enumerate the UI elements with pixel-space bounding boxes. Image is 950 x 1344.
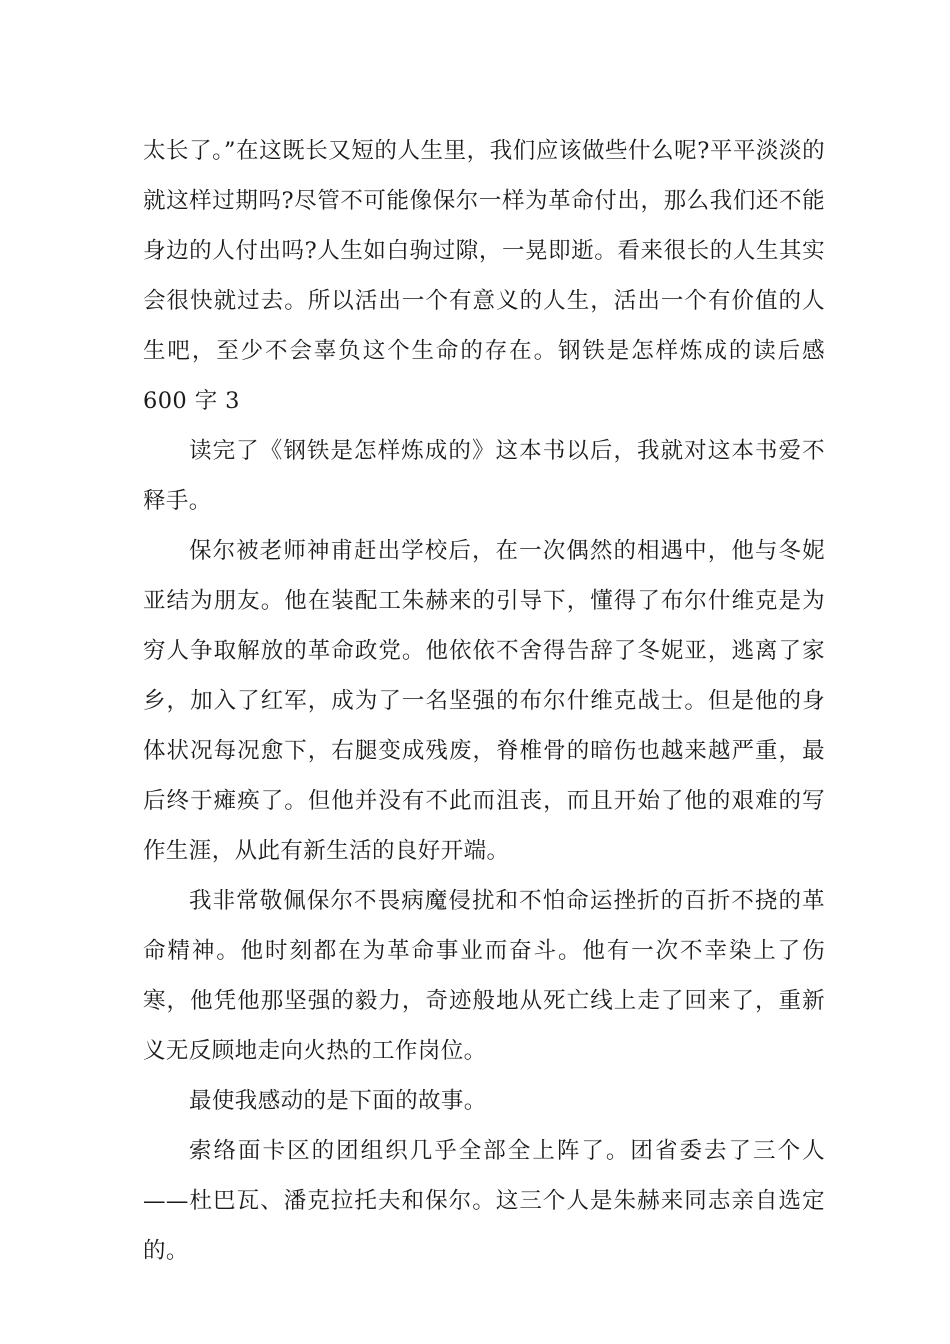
paragraph-solomenka: 索络面卡区的团组织几乎全部全上阵了。团省委去了三个人——杜巴瓦、潘克拉托夫和保尔。这三个人是朱赫来同志亲自选定的。 xyxy=(143,1138,825,1264)
paragraph-admiration: 我非常敬佩保尔不畏病魔侵扰和不怕命运挫折的百折不挠的革命精神。他时刻都在为革命事业而奋斗。他有一次不幸染上了伤寒，他凭他那坚强的毅力，奇迹般地从死亡线上走了回来了，重新义无反顾地走向火热的工作岗位。 xyxy=(143,888,825,1064)
paragraph-continued: 太长了。”在这既长又短的人生里，我们应该做些什么呢?平平淡淡的就这样过期吗?尽管不可能像保尔一样为革命付出，那么我们还不能身边的人付出吗?人生如白驹过隙，一晃即逝。看来很长的人生其实会很快就过去。所以活出一个有意义的人生，活出一个有价值的人生吧，至少不会辜负这个生命的存在。钢铁是怎样炼成的读后感 600 字 3 xyxy=(143,138,825,414)
paragraph-paul-story: 保尔被老师神甫赶出学校后，在一次偶然的相遇中，他与冬妮亚结为朋友。他在装配工朱赫来的引导下，懂得了布尔什维克是为穷人争取解放的革命政党。他依依不舍得告辞了冬妮亚，逃离了家乡，加入了红军，成为了一名坚强的布尔什维克战士。但是他的身体状况每况愈下，右腿变成残废，脊椎骨的暗伤也越来越严重，最后终于瘫痪了。但他并没有不此而沮丧，而且开始了他的艰难的写作生涯，从此有新生活的良好开端。 xyxy=(143,538,825,864)
paragraph-most-moving: 最使我感动的是下面的故事。 xyxy=(189,1088,487,1114)
document-body xyxy=(143,126,825,1276)
paragraph-reading-finished: 读完了《钢铁是怎样炼成的》这本书以后，我就对这本书爱不释手。 xyxy=(143,438,825,514)
